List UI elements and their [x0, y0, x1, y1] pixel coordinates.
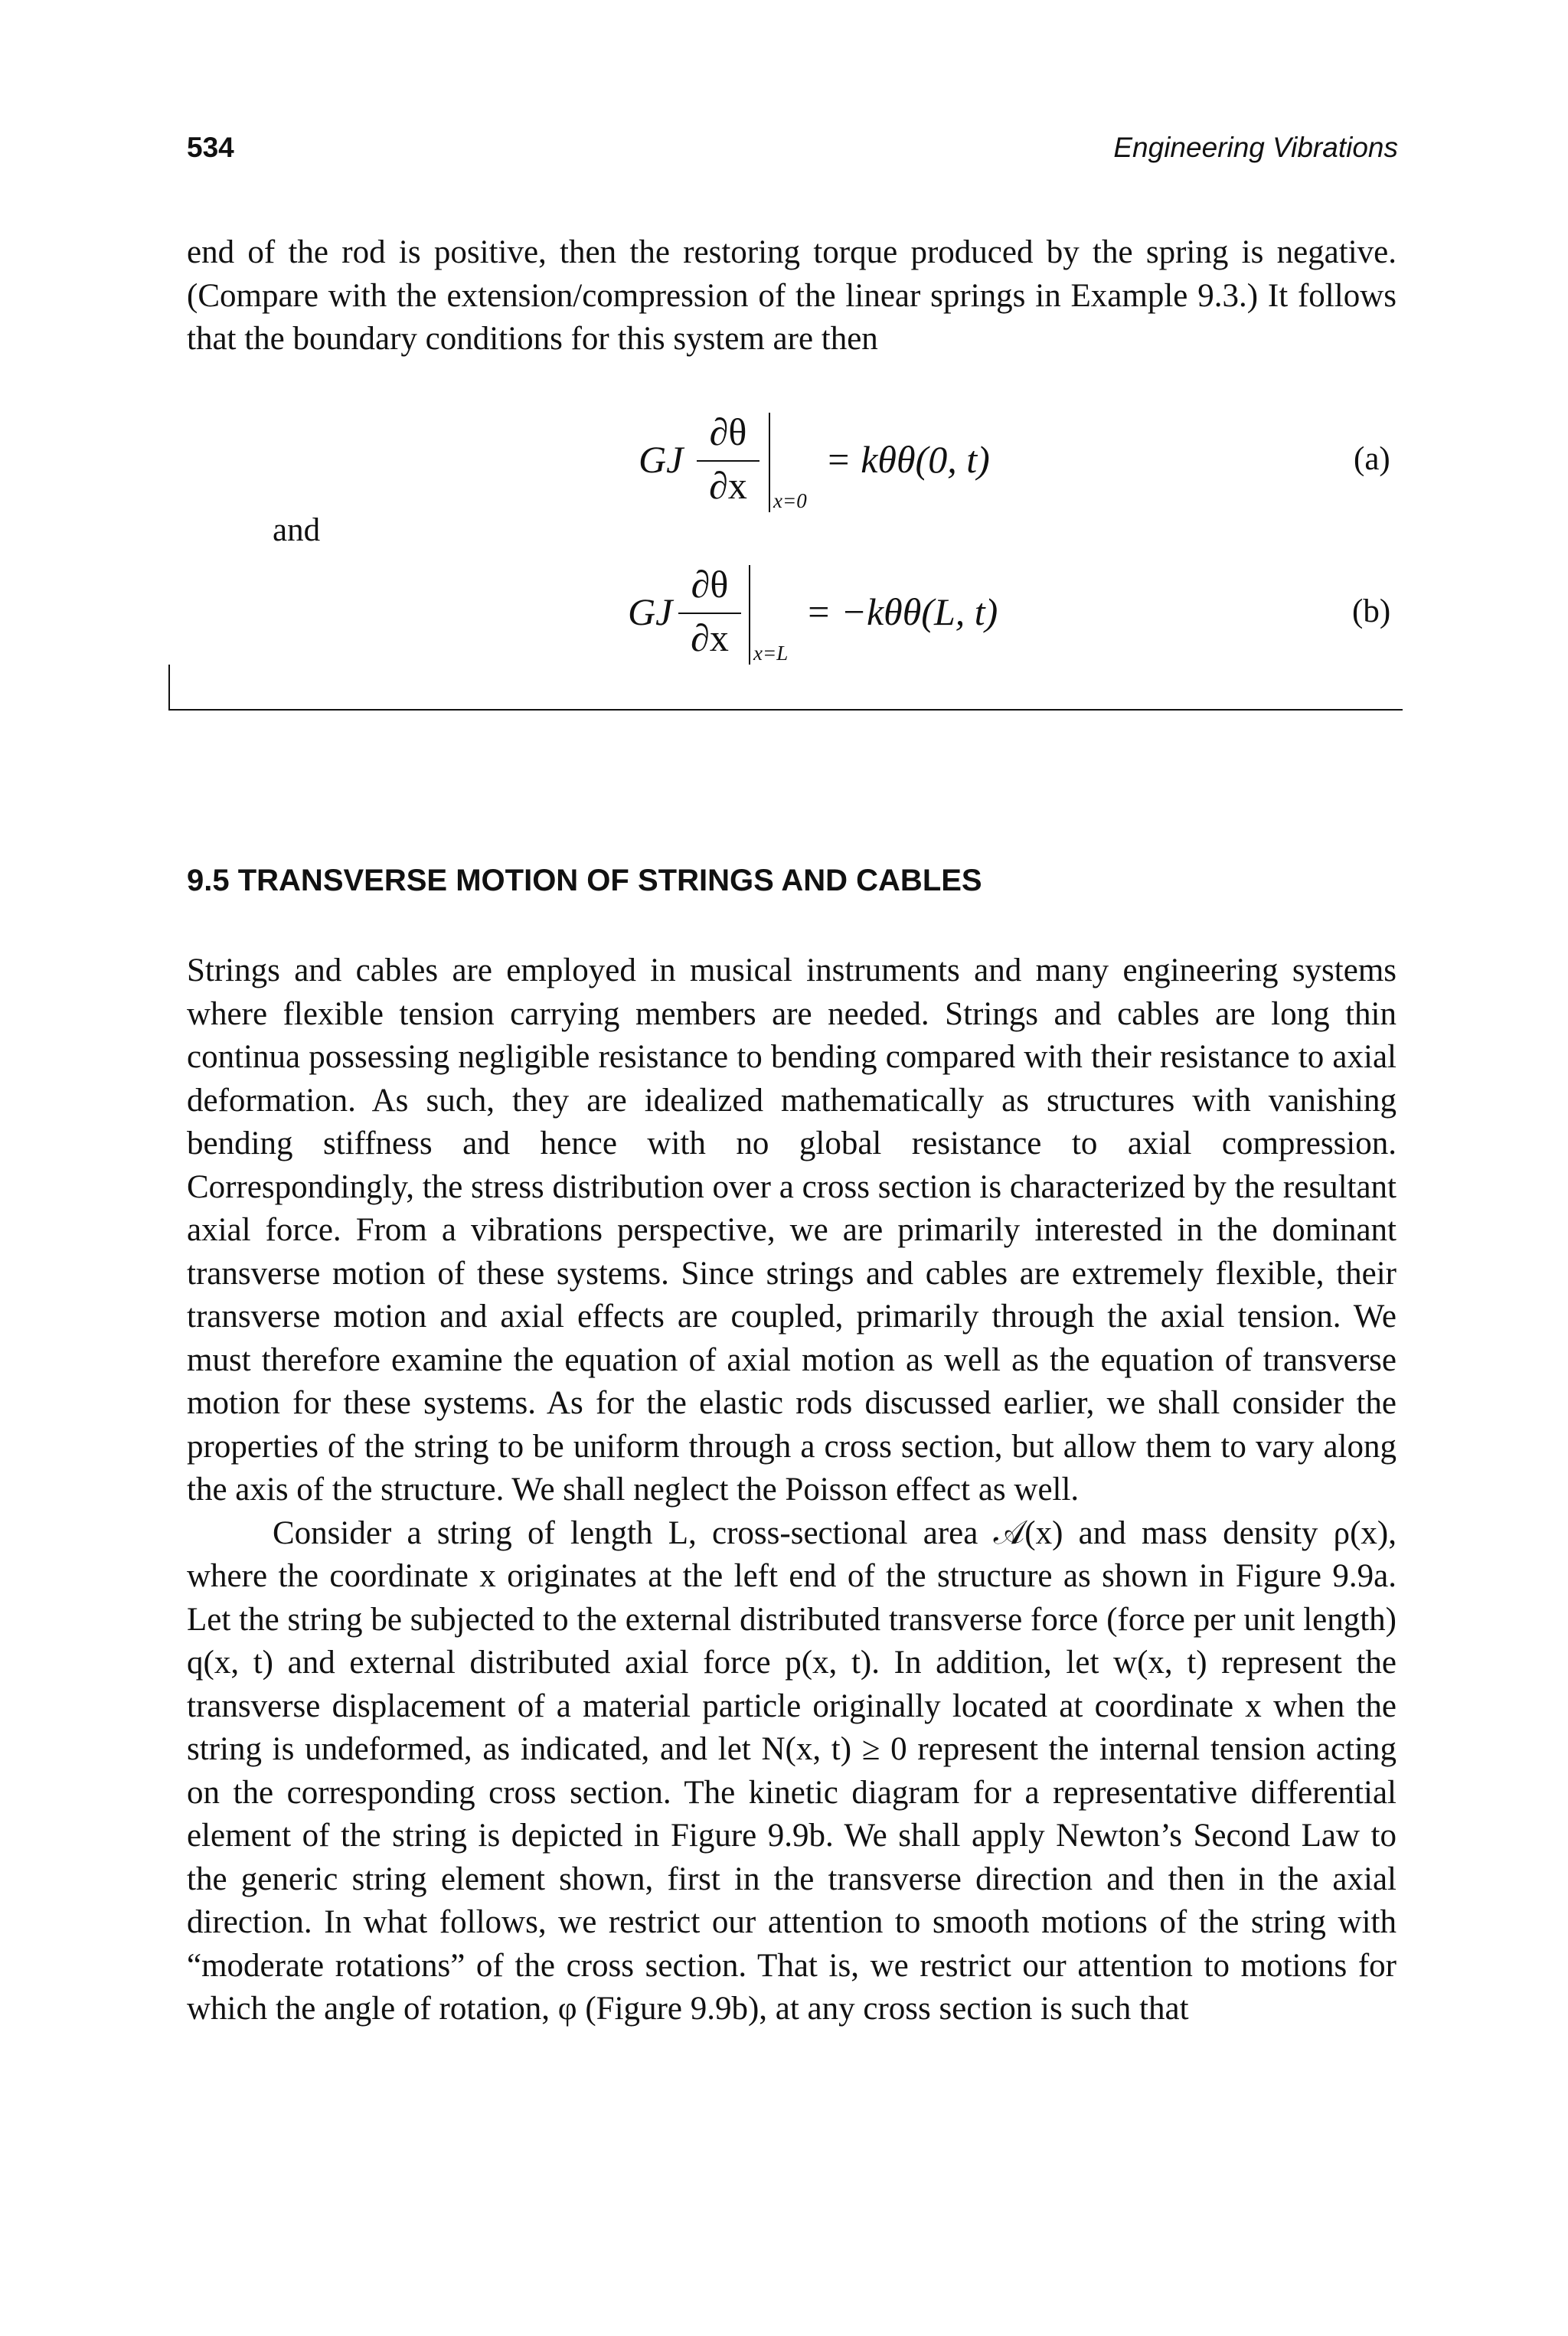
- example-box-bottom-rule: [168, 709, 1403, 711]
- intro-block: [187, 231, 1396, 361]
- book-title: Engineering Vibrations: [1113, 132, 1398, 163]
- intro-paragraph: end of the rod is positive, then the restoring torque produced by the spring is negative. (Compare with the extension/compression of the linear springs in Example 9.3.) It follows that the boundary conditions for this system are then: [187, 234, 1396, 357]
- eq-b-tag: (b): [1352, 593, 1391, 629]
- eq-b-fraction-bar: [678, 613, 741, 614]
- equation-connector: and: [273, 512, 321, 548]
- eq-a-numerator: ∂θ: [709, 410, 747, 453]
- section-heading: 9.5 TRANSVERSE MOTION OF STRINGS AND CABLES: [187, 864, 982, 897]
- section-body: [187, 949, 1396, 2031]
- page-number: 534: [187, 132, 234, 163]
- eq-a-denominator: ∂x: [709, 464, 747, 507]
- eq-b-coefficient: GJ: [628, 590, 673, 633]
- eq-a-coefficient: GJ: [639, 438, 684, 481]
- eq-b-eval-point: x=L: [753, 642, 789, 665]
- eq-b-rhs: = −kθθ(L, t): [805, 590, 998, 633]
- eq-a-eval-bar: [769, 413, 770, 512]
- eq-b-fraction: [675, 562, 744, 669]
- eq-a-eval-point: x=0: [773, 489, 807, 512]
- equation-a: [0, 410, 1568, 540]
- eq-b-numerator: ∂θ: [691, 563, 729, 606]
- eq-b-eval-bar: [749, 565, 750, 665]
- eq-b-denominator: ∂x: [691, 616, 729, 659]
- section-paragraph-2: Consider a string of length L, cross-sectional area 𝒜(x) and mass density ρ(x), where the coordinate x originates at the left end of the structure as shown in Figure 9.9a. Let the string be subjected to the external distributed transverse force (force per unit length) q(x, t) and external distributed axial force p(x, t). In addition, let w(x, t) represent the transverse displacement of a material particle originally located at coordinate x when the string is undeformed, as indicated, and let N(x, t) ≥ 0 represent the internal tension acting on the corresponding cross section. The kinetic diagram for a representative differential element of the string is depicted in Figure 9.9b. We shall apply Newton’s Second Law to the generic string element shown, first in the transverse direction and then in the axial direction. In what follows, we restrict our attention to smooth motions of the string with “moderate rotations” of the cross section. That is, we restrict our attention to motions for which the angle of rotation, φ (Figure 9.9b), at any cross section is such that: [187, 1514, 1396, 2027]
- eq-a-rhs: = kθθ(0, t): [825, 438, 990, 481]
- eq-a-fraction: [694, 410, 763, 517]
- equation-b: [0, 562, 1568, 692]
- eq-a-tag: (a): [1354, 441, 1390, 477]
- eq-a-fraction-bar: [697, 460, 760, 462]
- running-head: [187, 132, 1398, 178]
- section-paragraph-1: Strings and cables are employed in musical instruments and many engineering systems where flexible tension carrying members are needed. Strings and cables are long thin continua possessing negligible resistance to bending compared with their resistance to axial deformation. As such, they are idealized mathematically as structures with vanishing bending stiffness and hence with no global resistance to axial compression. Correspondingly, the stress distribution over a cross section is characterized by the resultant axial force. From a vibrations perspective, we are primarily interested in the dominant transverse motion of these systems. Since strings and cables are extremely flexible, their transverse motion and axial effects are coupled, primarily through the axial tension. We must therefore examine the equation of axial motion as well as the equation of transverse motion for these systems. As for the elastic rods discussed earlier, we shall consider the properties of the string to be uniform through a cross section, but allow them to vary along the axis of the structure. We shall neglect the Poisson effect as well.: [187, 952, 1396, 1508]
- example-box-left-rule: [168, 665, 170, 709]
